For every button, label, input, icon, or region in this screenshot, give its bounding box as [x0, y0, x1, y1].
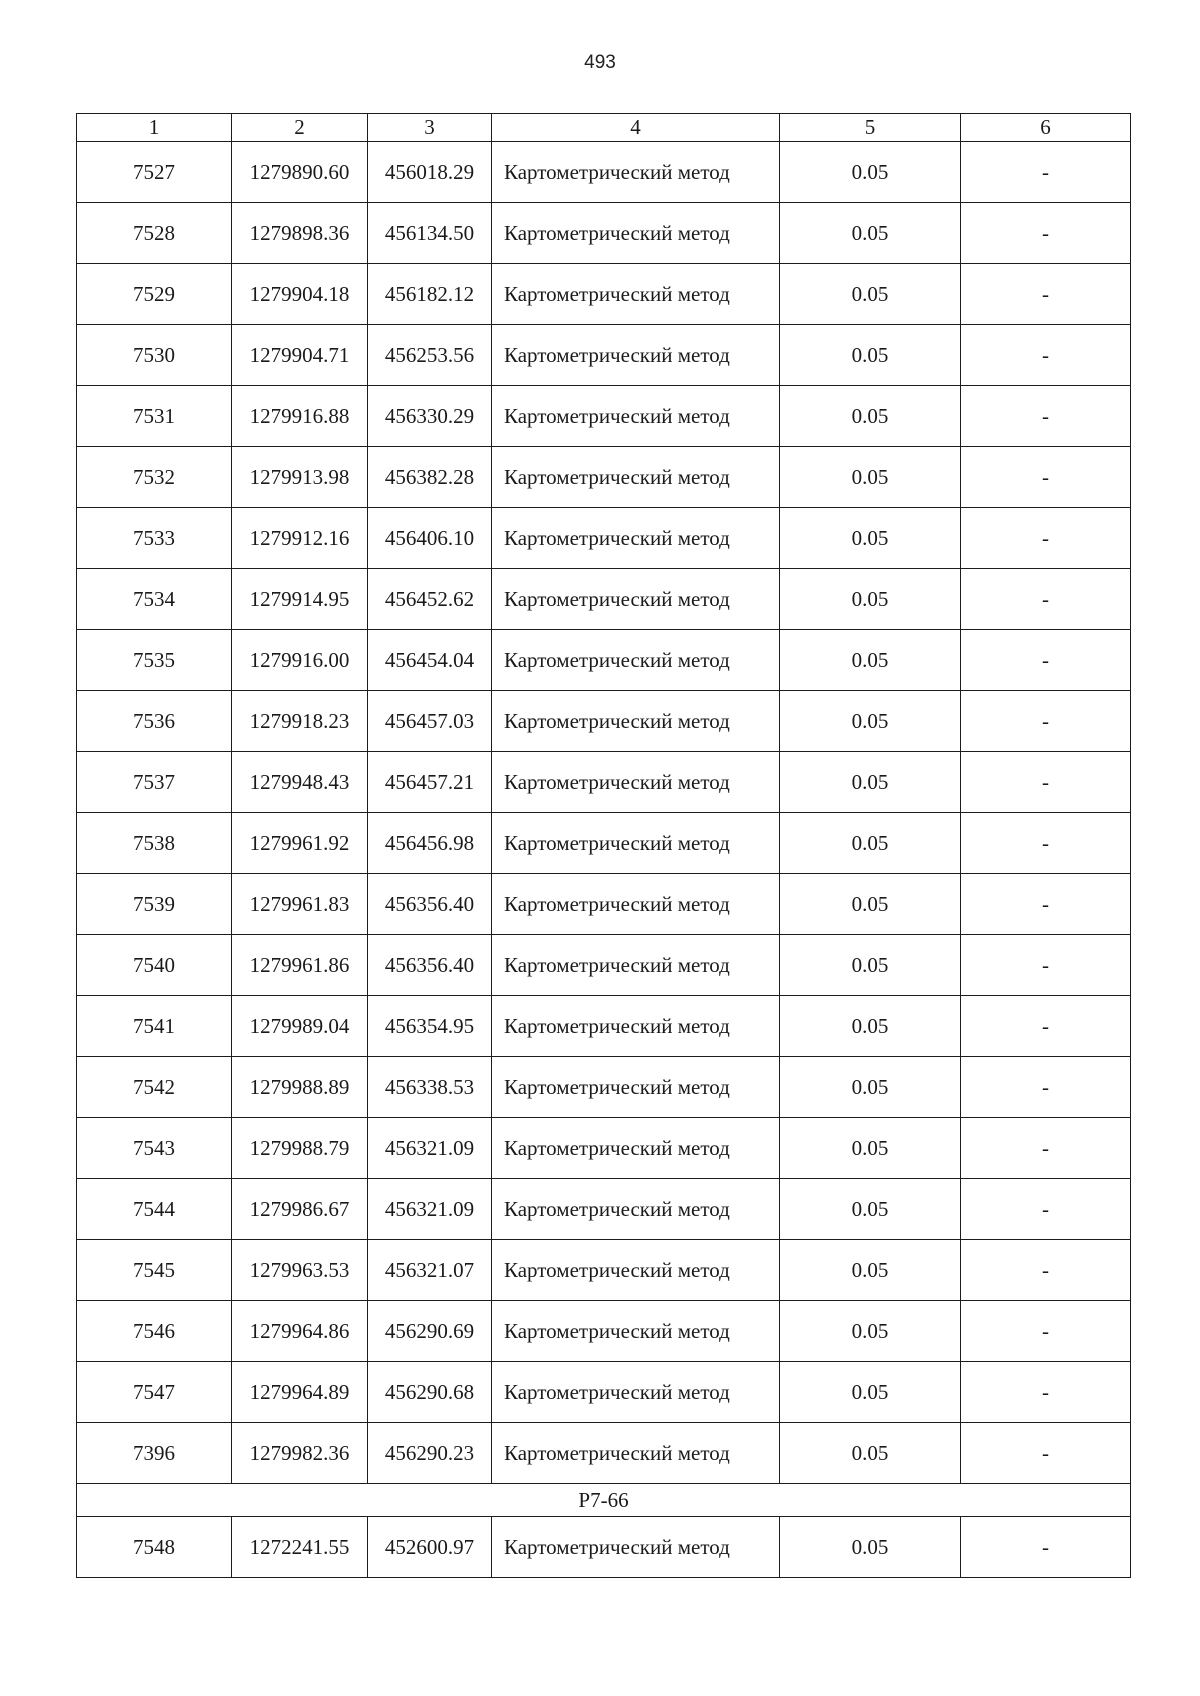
x-coordinate-cell: 1279898.36	[232, 203, 368, 264]
note-cell: -	[961, 935, 1131, 996]
point-number-cell: 7542	[77, 1057, 232, 1118]
accuracy-cell: 0.05	[780, 1362, 961, 1423]
accuracy-cell: 0.05	[780, 813, 961, 874]
table-row	[77, 325, 1131, 386]
note-cell: -	[961, 508, 1131, 569]
x-coordinate-cell: 1279988.89	[232, 1057, 368, 1118]
point-number-cell: 7535	[77, 630, 232, 691]
table-row	[77, 813, 1131, 874]
accuracy-cell: 0.05	[780, 1517, 961, 1578]
x-coordinate-cell: 1279918.23	[232, 691, 368, 752]
method-cell: Картометрический метод	[492, 1362, 780, 1423]
note-cell: -	[961, 1179, 1131, 1240]
note-cell: -	[961, 813, 1131, 874]
table-row	[77, 569, 1131, 630]
note-cell: -	[961, 630, 1131, 691]
note-cell: -	[961, 325, 1131, 386]
table-row	[77, 1301, 1131, 1362]
table-row	[77, 752, 1131, 813]
note-cell: -	[961, 1057, 1131, 1118]
y-coordinate-cell: 456134.50	[368, 203, 492, 264]
note-cell: -	[961, 1301, 1131, 1362]
x-coordinate-cell: 1279916.88	[232, 386, 368, 447]
method-cell: Картометрический метод	[492, 874, 780, 935]
accuracy-cell: 0.05	[780, 508, 961, 569]
y-coordinate-cell: 456354.95	[368, 996, 492, 1057]
accuracy-cell: 0.05	[780, 264, 961, 325]
method-cell: Картометрический метод	[492, 264, 780, 325]
table-row	[77, 1517, 1131, 1578]
table-row	[77, 1057, 1131, 1118]
point-number-cell: 7543	[77, 1118, 232, 1179]
table-row	[77, 1240, 1131, 1301]
point-number-cell: 7536	[77, 691, 232, 752]
column-header: 2	[232, 114, 368, 142]
x-coordinate-cell: 1279904.18	[232, 264, 368, 325]
y-coordinate-cell: 456356.40	[368, 935, 492, 996]
method-cell: Картометрический метод	[492, 569, 780, 630]
table-row	[77, 142, 1131, 203]
note-cell: -	[961, 1362, 1131, 1423]
x-coordinate-cell: 1279961.83	[232, 874, 368, 935]
point-number-cell: 7538	[77, 813, 232, 874]
table-row	[77, 1118, 1131, 1179]
method-cell: Картометрический метод	[492, 1301, 780, 1362]
x-coordinate-cell: 1279989.04	[232, 996, 368, 1057]
point-number-cell: 7528	[77, 203, 232, 264]
point-number-cell: 7529	[77, 264, 232, 325]
point-number-cell: 7540	[77, 935, 232, 996]
table-row	[77, 447, 1131, 508]
point-number-cell: 7534	[77, 569, 232, 630]
accuracy-cell: 0.05	[780, 874, 961, 935]
y-coordinate-cell: 456290.69	[368, 1301, 492, 1362]
x-coordinate-cell: 1279982.36	[232, 1423, 368, 1484]
note-cell: -	[961, 996, 1131, 1057]
table-row	[77, 874, 1131, 935]
x-coordinate-cell: 1279890.60	[232, 142, 368, 203]
x-coordinate-cell: 1279912.16	[232, 508, 368, 569]
point-number-cell: 7545	[77, 1240, 232, 1301]
y-coordinate-cell: 456452.62	[368, 569, 492, 630]
y-coordinate-cell: 456182.12	[368, 264, 492, 325]
note-cell: -	[961, 752, 1131, 813]
method-cell: Картометрический метод	[492, 1179, 780, 1240]
note-cell: -	[961, 447, 1131, 508]
method-cell: Картометрический метод	[492, 325, 780, 386]
y-coordinate-cell: 452600.97	[368, 1517, 492, 1578]
note-cell: -	[961, 874, 1131, 935]
y-coordinate-cell: 456321.09	[368, 1179, 492, 1240]
note-cell: -	[961, 1118, 1131, 1179]
column-header: 5	[780, 114, 961, 142]
column-header: 3	[368, 114, 492, 142]
note-cell: -	[961, 1240, 1131, 1301]
y-coordinate-cell: 456321.07	[368, 1240, 492, 1301]
x-coordinate-cell: 1279964.89	[232, 1362, 368, 1423]
point-number-cell: 7531	[77, 386, 232, 447]
accuracy-cell: 0.05	[780, 935, 961, 996]
y-coordinate-cell: 456330.29	[368, 386, 492, 447]
accuracy-cell: 0.05	[780, 203, 961, 264]
note-cell: -	[961, 1423, 1131, 1484]
accuracy-cell: 0.05	[780, 142, 961, 203]
x-coordinate-cell: 1279961.92	[232, 813, 368, 874]
y-coordinate-cell: 456454.04	[368, 630, 492, 691]
method-cell: Картометрический метод	[492, 996, 780, 1057]
x-coordinate-cell: 1279961.86	[232, 935, 368, 996]
point-number-cell: 7547	[77, 1362, 232, 1423]
y-coordinate-cell: 456356.40	[368, 874, 492, 935]
note-cell: -	[961, 691, 1131, 752]
method-cell: Картометрический метод	[492, 447, 780, 508]
accuracy-cell: 0.05	[780, 630, 961, 691]
method-cell: Картометрический метод	[492, 630, 780, 691]
table-row	[77, 630, 1131, 691]
method-cell: Картометрический метод	[492, 386, 780, 447]
table-row	[77, 264, 1131, 325]
point-number-cell: 7541	[77, 996, 232, 1057]
accuracy-cell: 0.05	[780, 386, 961, 447]
table-row	[77, 386, 1131, 447]
method-cell: Картометрический метод	[492, 203, 780, 264]
accuracy-cell: 0.05	[780, 325, 961, 386]
accuracy-cell: 0.05	[780, 691, 961, 752]
accuracy-cell: 0.05	[780, 1240, 961, 1301]
note-cell: -	[961, 386, 1131, 447]
y-coordinate-cell: 456456.98	[368, 813, 492, 874]
note-cell: -	[961, 264, 1131, 325]
table-row	[77, 1179, 1131, 1240]
y-coordinate-cell: 456406.10	[368, 508, 492, 569]
column-header: 6	[961, 114, 1131, 142]
accuracy-cell: 0.05	[780, 752, 961, 813]
note-cell: -	[961, 569, 1131, 630]
point-number-cell: 7548	[77, 1517, 232, 1578]
y-coordinate-cell: 456457.21	[368, 752, 492, 813]
y-coordinate-cell: 456290.23	[368, 1423, 492, 1484]
page-number: 493	[584, 52, 616, 73]
point-number-cell: 7532	[77, 447, 232, 508]
note-cell: -	[961, 203, 1131, 264]
point-number-cell: 7537	[77, 752, 232, 813]
x-coordinate-cell: 1279914.95	[232, 569, 368, 630]
method-cell: Картометрический метод	[492, 1057, 780, 1118]
method-cell: Картометрический метод	[492, 1423, 780, 1484]
accuracy-cell: 0.05	[780, 569, 961, 630]
method-cell: Картометрический метод	[492, 508, 780, 569]
y-coordinate-cell: 456338.53	[368, 1057, 492, 1118]
column-header: 4	[492, 114, 780, 142]
y-coordinate-cell: 456018.29	[368, 142, 492, 203]
method-cell: Картометрический метод	[492, 691, 780, 752]
point-number-cell: 7546	[77, 1301, 232, 1362]
method-cell: Картометрический метод	[492, 142, 780, 203]
table-row	[77, 1362, 1131, 1423]
table-header-row	[77, 114, 1131, 142]
accuracy-cell: 0.05	[780, 996, 961, 1057]
y-coordinate-cell: 456253.56	[368, 325, 492, 386]
table-row	[77, 691, 1131, 752]
table-row	[77, 935, 1131, 996]
table-row	[77, 996, 1131, 1057]
accuracy-cell: 0.05	[780, 1057, 961, 1118]
x-coordinate-cell: 1279986.67	[232, 1179, 368, 1240]
note-cell: -	[961, 142, 1131, 203]
table-row	[77, 1423, 1131, 1484]
y-coordinate-cell: 456321.09	[368, 1118, 492, 1179]
method-cell: Картометрический метод	[492, 1118, 780, 1179]
x-coordinate-cell: 1279904.71	[232, 325, 368, 386]
accuracy-cell: 0.05	[780, 1118, 961, 1179]
section-title: Р7-66	[77, 1484, 1131, 1517]
x-coordinate-cell: 1272241.55	[232, 1517, 368, 1578]
note-cell: -	[961, 1517, 1131, 1578]
point-number-cell: 7539	[77, 874, 232, 935]
accuracy-cell: 0.05	[780, 1423, 961, 1484]
table-row	[77, 203, 1131, 264]
method-cell: Картометрический метод	[492, 1240, 780, 1301]
x-coordinate-cell: 1279988.79	[232, 1118, 368, 1179]
x-coordinate-cell: 1279963.53	[232, 1240, 368, 1301]
section-header-row	[77, 1484, 1131, 1517]
accuracy-cell: 0.05	[780, 447, 961, 508]
method-cell: Картометрический метод	[492, 1517, 780, 1578]
point-number-cell: 7527	[77, 142, 232, 203]
accuracy-cell: 0.05	[780, 1301, 961, 1362]
x-coordinate-cell: 1279913.98	[232, 447, 368, 508]
method-cell: Картометрический метод	[492, 752, 780, 813]
point-number-cell: 7533	[77, 508, 232, 569]
point-number-cell: 7396	[77, 1423, 232, 1484]
table-row	[77, 508, 1131, 569]
accuracy-cell: 0.05	[780, 1179, 961, 1240]
x-coordinate-cell: 1279948.43	[232, 752, 368, 813]
y-coordinate-cell: 456457.03	[368, 691, 492, 752]
coordinates-table	[76, 113, 1131, 1578]
point-number-cell: 7544	[77, 1179, 232, 1240]
method-cell: Картометрический метод	[492, 813, 780, 874]
x-coordinate-cell: 1279916.00	[232, 630, 368, 691]
x-coordinate-cell: 1279964.86	[232, 1301, 368, 1362]
point-number-cell: 7530	[77, 325, 232, 386]
column-header: 1	[77, 114, 232, 142]
method-cell: Картометрический метод	[492, 935, 780, 996]
y-coordinate-cell: 456382.28	[368, 447, 492, 508]
y-coordinate-cell: 456290.68	[368, 1362, 492, 1423]
